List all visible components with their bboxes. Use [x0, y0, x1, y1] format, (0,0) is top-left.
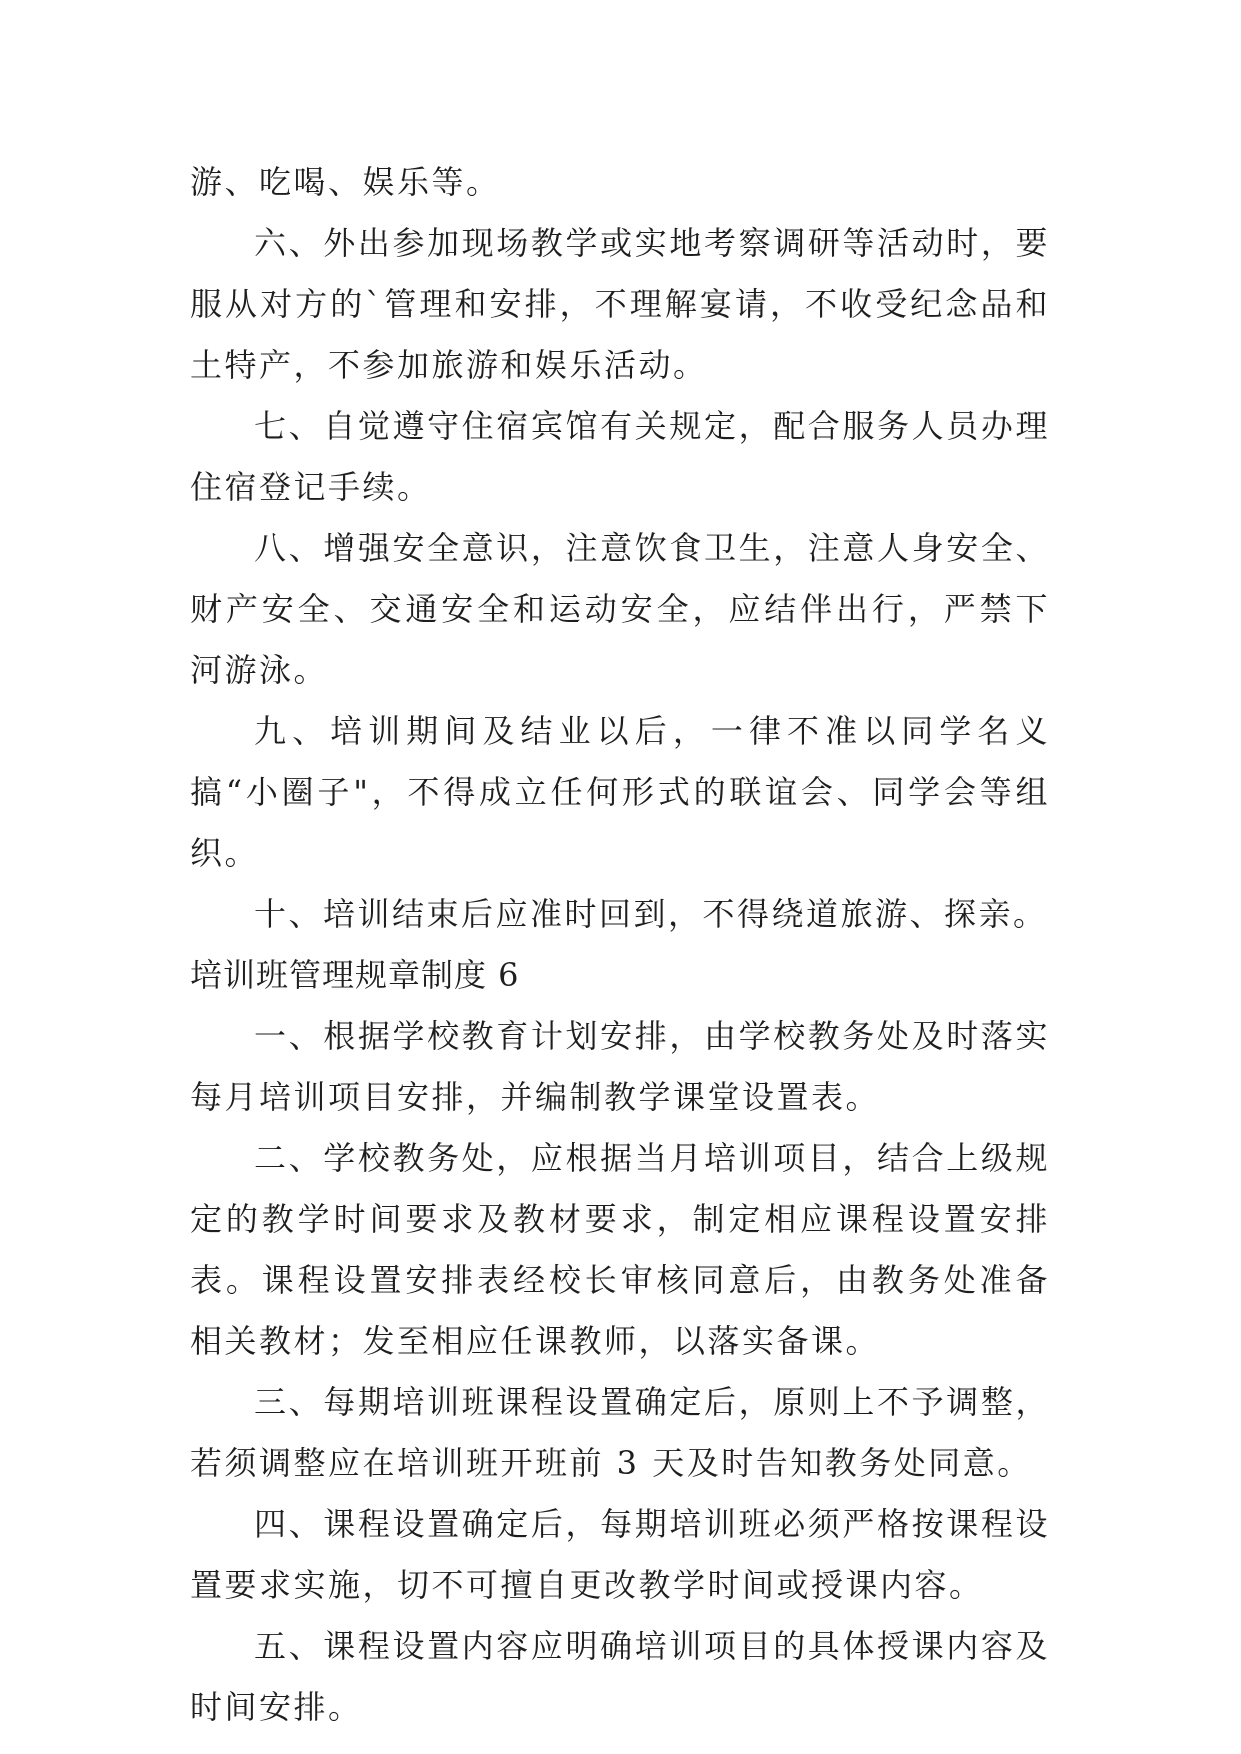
section-heading: 培训班管理规章制度 6: [190, 956, 520, 994]
paragraph: 二、学校教务处，应根据当月培训项目，结合上级规定的教学时间要求及教材要求，制定相应课程设置安排表。课程设置安排表经校长审核同意后，由教务处准备相关教材；发至相应任课教师，以落实备课。: [190, 1139, 1050, 1360]
paragraph: 六、外出参加现场教学或实地考察调研等活动时，要服从对方的`管理和安排，不理解宴请，不收受纪念品和土特产，不参加旅游和娱乐活动。: [190, 224, 1050, 384]
document-body: [190, 152, 1050, 1738]
paragraph: 十、培训结束后应准时回到，不得绕道旅游、探亲。: [254, 895, 1048, 933]
paragraph: 一、根据学校教育计划安排，由学校教务处及时落实每月培训项目安排，并编制教学课堂设置表。: [190, 1017, 1050, 1116]
paragraph: 九、培训期间及结业以后，一律不准以同学名义搞“小圈子"，不得成立任何形式的联谊会、同学会等组织。: [190, 712, 1050, 872]
paragraph: 四、课程设置确定后，每期培训班必须严格按课程设置要求实施，切不可擅自更改教学时间或授课内容。: [190, 1505, 1050, 1604]
paragraph: 五、课程设置内容应明确培训项目的具体授课内容及时间安排。: [190, 1627, 1050, 1726]
paragraph: 八、增强安全意识，注意饮食卫生，注意人身安全、财产安全、交通安全和运动安全，应结伴出行，严禁下河游泳。: [190, 529, 1050, 689]
paragraph: 三、每期培训班课程设置确定后，原则上不予调整，若须调整应在培训班开班前 3 天及时告知教务处同意。: [190, 1383, 1050, 1482]
paragraph: 七、自觉遵守住宿宾馆有关规定，配合服务人员办理住宿登记手续。: [190, 407, 1050, 506]
paragraph: 游、吃喝、娱乐等。: [190, 163, 501, 201]
